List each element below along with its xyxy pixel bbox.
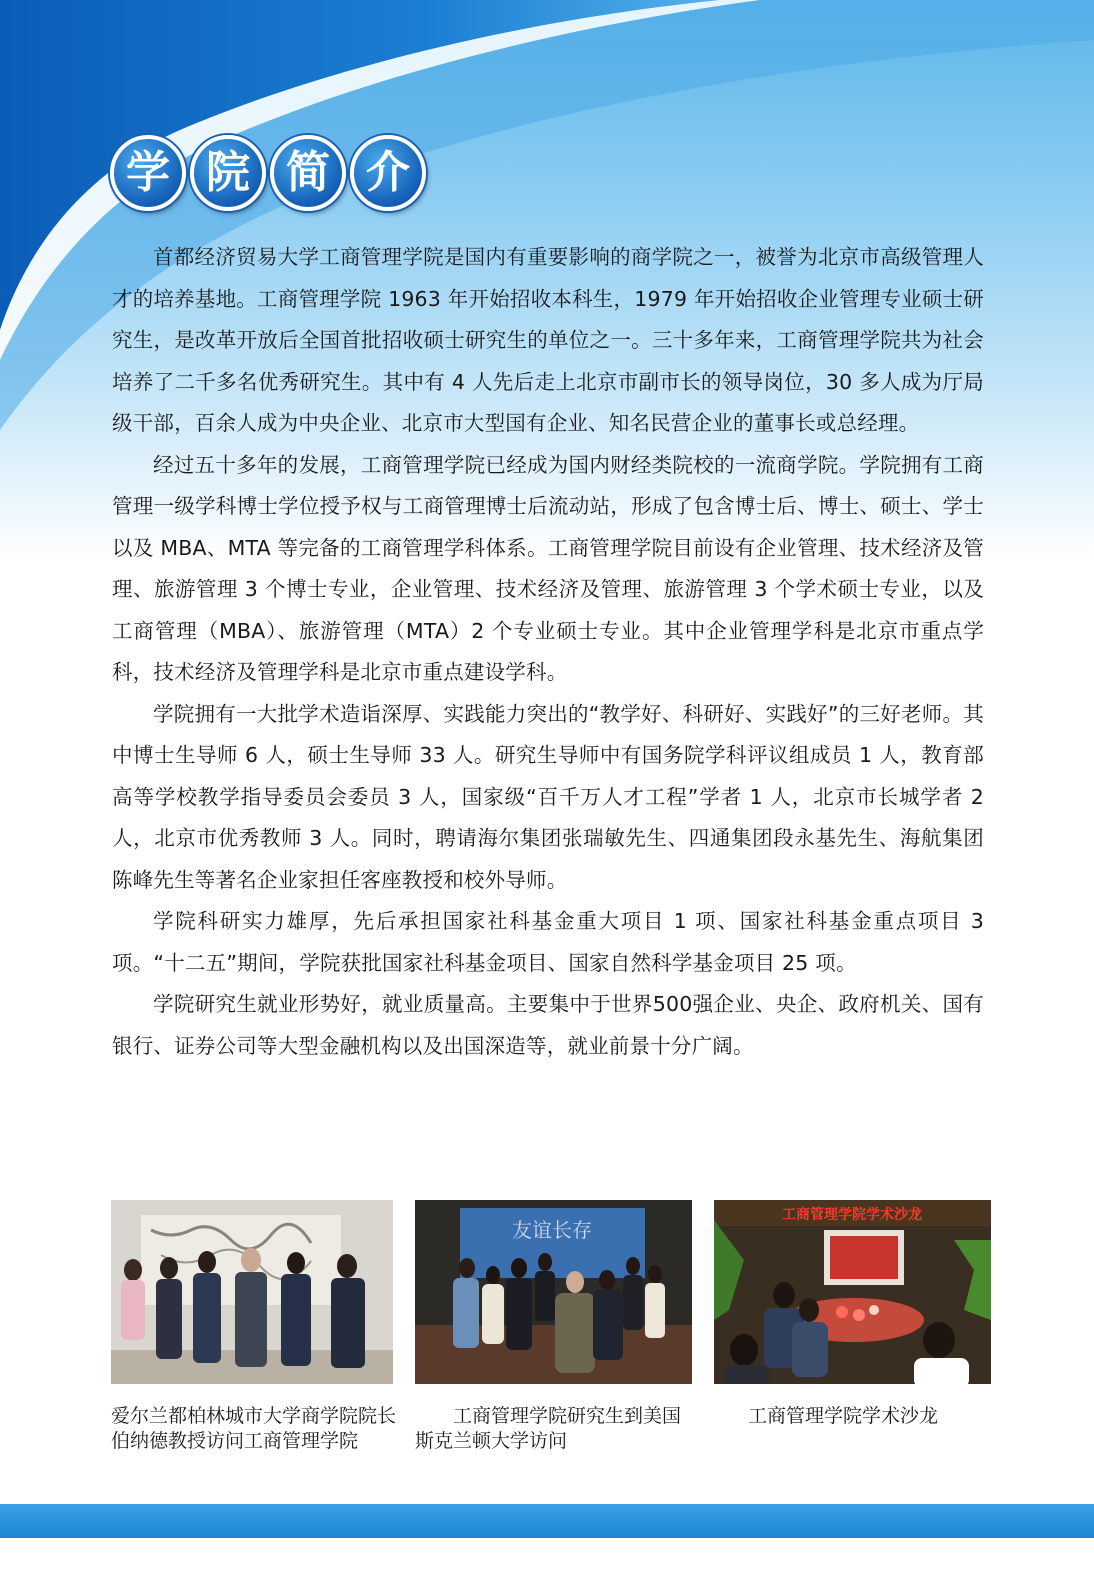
paragraph-faculty: 学院拥有一大批学术造诣深厚、实践能力突出的“教学好、科研好、实践好”的三好老师。其中博士生导师 6 人，硕士生导师 33 人。研究生导师中有国务院学科评议组成员 1 人，教育部高等学校教学指导委员会委员 3 人，国家级“百千万人才工程”学者 1 人，北京市长城学者 2 人，北京市优秀教师 3 人。同时，聘请海尔集团张瑞敏先生、四通集团段永基先生、海航集团陈峰先生等著名企业家担任客座教授和校外导师。 xyxy=(112,701,984,892)
title-char: 学 xyxy=(110,135,186,211)
photo-academic-salon xyxy=(714,1200,991,1384)
title-char: 简 xyxy=(270,135,346,211)
banner-text: 友谊长存 xyxy=(512,1218,592,1242)
title-char: 介 xyxy=(350,135,426,211)
caption-dublin-visit: 爱尔兰都柏林城市大学商学院院长伯纳德教授访问工商管理学院 xyxy=(111,1405,397,1452)
intro-text xyxy=(112,237,984,1067)
title-char: 院 xyxy=(190,135,266,211)
banner-text: 工商管理学院学术沙龙 xyxy=(782,1207,922,1223)
paragraph-employment: 学院研究生就业形势好，就业质量高。主要集中于世界500强企业、央企、政府机关、国有银行、证券公司等大型金融机构以及出国深造等，就业前景十分广阔。 xyxy=(112,992,984,1058)
paragraph-research: 学院科研实力雄厚，先后承担国家社科基金重大项目 1 项、国家社科基金重点项目 3 项。“十二五”期间，学院获批国家社科基金项目、国家自然科学基金项目 25 项。 xyxy=(112,909,984,975)
footer-bar xyxy=(0,1504,1094,1538)
photo-dublin-visit xyxy=(111,1200,393,1384)
caption-academic-salon: 工商管理学院学术沙龙 xyxy=(748,1405,939,1427)
photo-scranton-visit xyxy=(415,1200,692,1384)
photo-gallery xyxy=(111,1200,991,1385)
paragraph-programs: 经过五十多年的发展，工商管理学院已经成为国内财经类院校的一流商学院。学院拥有工商管理一级学科博士学位授予权与工商管理博士后流动站，形成了包含博士后、博士、硕士、学士以及 MBA、MTA 等完备的工商管理学科体系。工商管理学院目前设有企业管理、技术经济及管理、旅游管理 3 个博士专业，企业管理、技术经济及管理、旅游管理 3 个学术硕士专业，以及工商管理（MBA）、旅游管理（MTA）2 个专业硕士专业。其中企业管理学科是北京市重点学科，技术经济及管理学科是北京市重点建设学科。 xyxy=(112,452,984,684)
section-title xyxy=(110,135,426,211)
caption-scranton-visit: 工商管理学院研究生到美国斯克兰顿大学访问 xyxy=(415,1405,682,1452)
paragraph-history: 首都经济贸易大学工商管理学院是国内有重要影响的商学院之一，被誉为北京市高级管理人才的培养基地。工商管理学院 1963 年开始招收本科生，1979 年开始招收企业管理专业硕士研究生，是改革开放后全国首批招收硕士研究生的单位之一。三十多年来，工商管理学院共为社会培养了二千多名优秀研究生。其中有 4 人先后走上北京市副市长的领导岗位，30 多人成为厅局级干部，百余人成为中央企业、北京市大型国有企业、知名民营企业的董事长或总经理。 xyxy=(112,245,984,435)
